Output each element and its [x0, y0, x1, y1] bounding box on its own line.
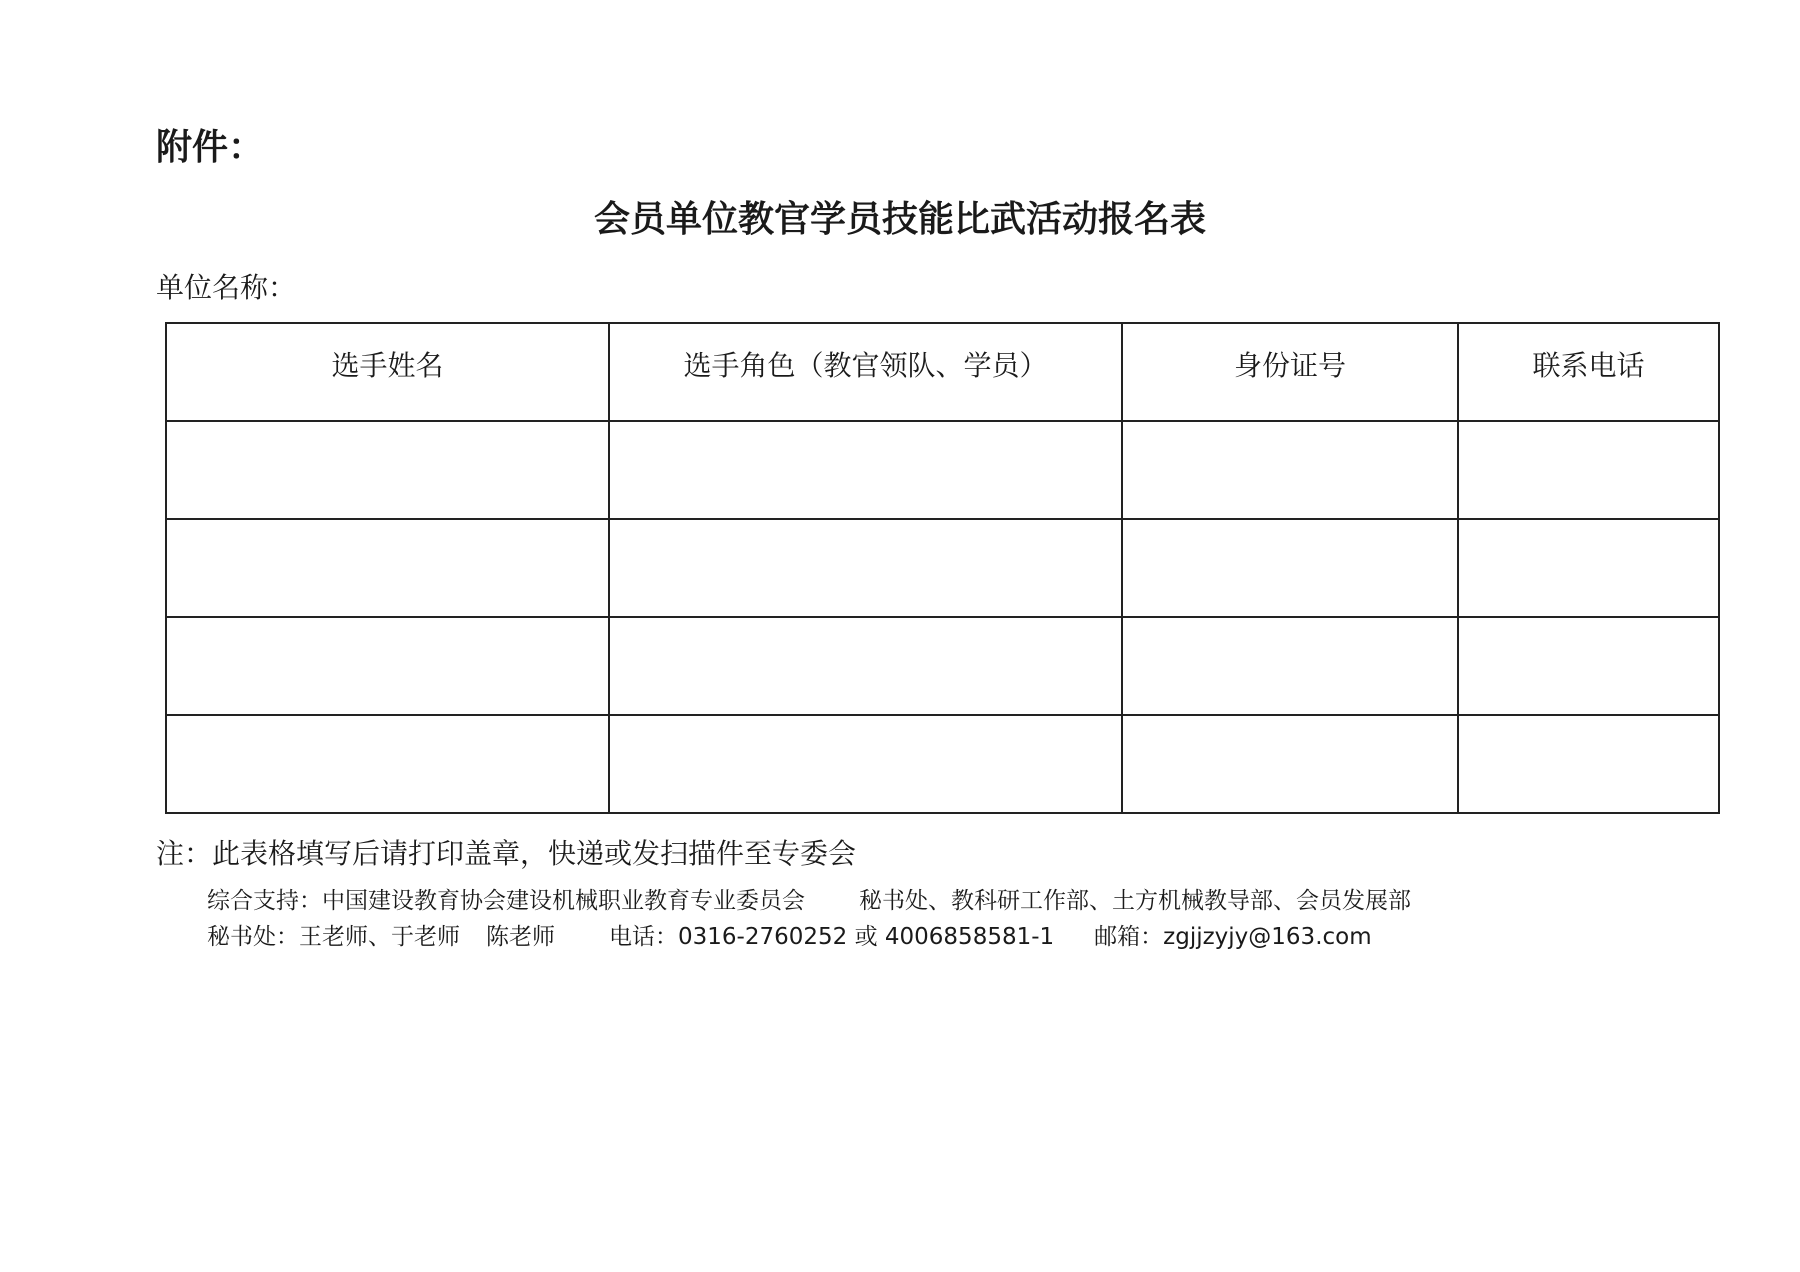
- role-cell[interactable]: [609, 617, 1122, 715]
- table-row: [166, 617, 1719, 715]
- phone-cell[interactable]: [1458, 617, 1719, 715]
- role-cell[interactable]: [609, 421, 1122, 519]
- name-cell[interactable]: [166, 617, 609, 715]
- table-header-row: [166, 323, 1719, 421]
- table-row: [166, 519, 1719, 617]
- support-departments: 秘书处、教科研工作部、土方机械教导部、会员发展部: [859, 888, 1411, 914]
- phone-cell[interactable]: [1458, 421, 1719, 519]
- table-row: [166, 421, 1719, 519]
- contacts-line: [207, 926, 1372, 949]
- role-cell[interactable]: [609, 519, 1122, 617]
- teacher-chen: 陈老师: [486, 924, 555, 950]
- attachment-label: 附件：: [156, 127, 265, 168]
- unit-name-label: 单位名称：: [156, 271, 297, 304]
- header-contestant-role: 选手角色（教官领队、学员）: [609, 323, 1122, 421]
- form-title: 会员单位教官学员技能比武活动报名表: [593, 199, 1206, 240]
- id-number-cell[interactable]: [1122, 519, 1458, 617]
- id-number-cell[interactable]: [1122, 715, 1458, 813]
- role-cell[interactable]: [609, 715, 1122, 813]
- phone-cell[interactable]: [1458, 715, 1719, 813]
- header-contact-phone: 联系电话: [1458, 323, 1719, 421]
- registration-table: [165, 322, 1720, 814]
- id-number-cell[interactable]: [1122, 421, 1458, 519]
- table-row: [166, 715, 1719, 813]
- support-line: [207, 890, 1411, 913]
- phone-cell[interactable]: [1458, 519, 1719, 617]
- header-contestant-name: 选手姓名: [166, 323, 609, 421]
- header-id-number: 身份证号: [1122, 323, 1458, 421]
- secretariat-contacts: 秘书处：王老师、于老师: [207, 924, 460, 950]
- id-number-cell[interactable]: [1122, 617, 1458, 715]
- note-text: 注：此表格填写后请打印盖章，快递或发扫描件至专委会: [156, 837, 857, 870]
- name-cell[interactable]: [166, 715, 609, 813]
- support-organization: 综合支持：中国建设教育协会建设机械职业教育专业委员会: [207, 888, 805, 914]
- phone-contact: 电话：0316-2760252 或 4006858581-1: [609, 924, 1055, 950]
- name-cell[interactable]: [166, 421, 609, 519]
- name-cell[interactable]: [166, 519, 609, 617]
- email-contact: 邮箱：zgjjzyjy@163.com: [1094, 924, 1372, 950]
